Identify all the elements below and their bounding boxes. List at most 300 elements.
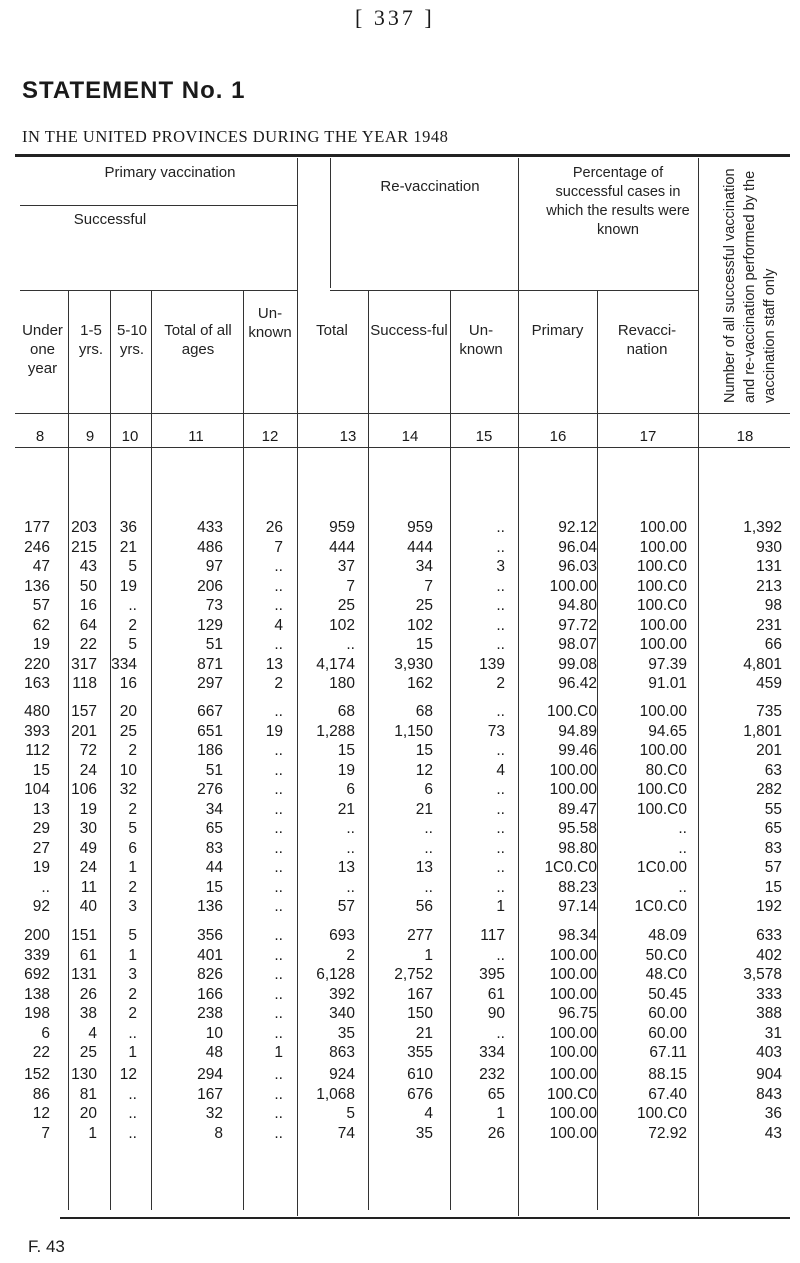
table-cell: .. xyxy=(346,878,355,896)
table-bottom-rule xyxy=(60,1217,790,1219)
table-cell: 55 xyxy=(764,800,782,818)
table-cell: 94.65 xyxy=(648,722,687,740)
table-cell: 43 xyxy=(764,1124,782,1142)
table-cell: 106 xyxy=(71,781,97,798)
table-cell: 959 xyxy=(329,519,355,536)
column-number: 13 xyxy=(339,428,357,445)
table-cell: 51 xyxy=(205,636,223,653)
table-cell: 25 xyxy=(337,597,355,614)
table-cell: .. xyxy=(274,742,283,759)
table-cell: 3 xyxy=(128,966,137,983)
table-cell: 8 xyxy=(214,1124,223,1142)
table-cell: 6 xyxy=(346,781,355,798)
table-cell: 66 xyxy=(764,636,782,653)
table-cell: 100.00 xyxy=(549,1024,597,1042)
table-cell: 1 xyxy=(128,859,137,876)
table-cell: 97.39 xyxy=(648,655,687,673)
table-cell: 48.C0 xyxy=(645,966,687,983)
table-cell: .. xyxy=(128,1085,137,1103)
table-cell: 5 xyxy=(346,1105,355,1122)
table-cell: 4,801 xyxy=(743,655,782,673)
table-cell: 5 xyxy=(128,927,137,944)
column-number: 11 xyxy=(188,428,204,445)
table-cell: 4 xyxy=(274,616,283,634)
table-cell: 27 xyxy=(32,839,50,857)
table-cell: 7 xyxy=(41,1124,50,1142)
header-5-10-yrs: 5-10 yrs. xyxy=(116,322,148,358)
table-cell: 62 xyxy=(32,616,50,634)
table-cell: 100.C0 xyxy=(637,781,687,798)
table-cell: 90 xyxy=(487,1005,505,1022)
header-number-successful xyxy=(720,168,800,403)
table-cell: 1 xyxy=(496,1105,505,1122)
table-cell: 388 xyxy=(756,1005,782,1022)
table-cell: 25 xyxy=(415,597,433,614)
table-cell: 129 xyxy=(197,616,223,634)
table-cell: .. xyxy=(496,781,505,798)
table-cell: 19 xyxy=(79,800,97,818)
table-cell: 863 xyxy=(329,1044,355,1061)
table-cell: 232 xyxy=(479,1066,505,1083)
page-number: [ 337 ] xyxy=(355,5,435,30)
table-cell: 100.C0 xyxy=(637,558,687,575)
column-number: 16 xyxy=(549,428,567,445)
table-cell: 692 xyxy=(24,966,50,983)
table-cell: .. xyxy=(274,761,283,779)
table-cell: 1 xyxy=(496,898,505,915)
table-cell: 2 xyxy=(128,800,137,818)
table-cell: .. xyxy=(496,597,505,614)
table-cell: 12 xyxy=(415,761,433,779)
table-cell: .. xyxy=(496,616,505,634)
header-under-one-year: Under one year xyxy=(22,322,63,377)
table-cell: 213 xyxy=(756,577,782,595)
table-cell: .. xyxy=(274,820,283,837)
table-cell: 5 xyxy=(128,820,137,837)
table-cell: 57 xyxy=(337,898,355,915)
table-cell: 1 xyxy=(88,1124,97,1142)
table-cell: 89.47 xyxy=(558,800,597,818)
row-divider xyxy=(330,290,518,291)
table-cell: .. xyxy=(496,859,505,876)
table-cell: 959 xyxy=(407,519,433,536)
table-cell: .. xyxy=(424,878,433,896)
table-cell: 152 xyxy=(24,1066,50,1083)
table-cell: 402 xyxy=(756,946,782,964)
table-cell: .. xyxy=(346,820,355,837)
header-total-all-ages: Total of all ages xyxy=(164,322,232,358)
table-cell: 92.12 xyxy=(558,519,597,536)
table-cell: 102 xyxy=(329,616,355,634)
statement-title: STATEMENT No. 1 xyxy=(22,77,246,104)
table-cell: .. xyxy=(274,597,283,614)
table-cell: 6 xyxy=(424,781,433,798)
table-cell: 57 xyxy=(764,859,782,876)
header-unknown: Un-known xyxy=(248,305,292,341)
table-cell: .. xyxy=(424,820,433,837)
table-cell: 1C0.C0 xyxy=(544,859,597,876)
table-cell: .. xyxy=(274,781,283,798)
table-cell: 459 xyxy=(756,675,782,692)
table-cell: 166 xyxy=(197,985,223,1003)
table-cell: 97 xyxy=(205,558,223,575)
table-cell: 94.89 xyxy=(558,722,597,740)
table-cell: 317 xyxy=(71,655,97,673)
table-cell: .. xyxy=(496,519,505,536)
table-cell: 246 xyxy=(24,538,50,556)
table-cell: 11 xyxy=(80,878,97,896)
table-cell: 32 xyxy=(205,1105,223,1122)
table-cell: 96.03 xyxy=(558,558,597,575)
table-cell: 4 xyxy=(88,1024,97,1042)
row-divider xyxy=(518,290,698,291)
table-cell: 15 xyxy=(415,636,433,653)
table-cell: 44 xyxy=(205,859,223,876)
table-cell: 2 xyxy=(496,675,505,692)
table-cell: 94.80 xyxy=(558,597,597,614)
table-cell: .. xyxy=(678,820,687,837)
table-cell: 1C0.C0 xyxy=(634,898,687,915)
table-cell: 50.45 xyxy=(648,985,687,1003)
table-cell: 96.04 xyxy=(558,538,597,556)
table-cell: 19 xyxy=(337,761,355,779)
row-divider xyxy=(15,413,790,414)
table-cell: .. xyxy=(274,1066,283,1083)
table-cell: 333 xyxy=(756,985,782,1003)
table-cell: .. xyxy=(496,742,505,759)
table-cell: 4 xyxy=(424,1105,433,1122)
table-cell: 6 xyxy=(41,1024,50,1042)
table-cell: 21 xyxy=(337,800,355,818)
table-cell: 92 xyxy=(32,898,50,915)
table-cell: 65 xyxy=(487,1085,505,1103)
table-cell: 74 xyxy=(337,1124,355,1142)
table-cell: 51 xyxy=(205,761,223,779)
table-cell: 486 xyxy=(197,538,223,556)
header-primary-vaccination: Primary vaccination xyxy=(104,164,236,181)
table-cell: 7 xyxy=(346,577,355,595)
table-cell: 395 xyxy=(479,966,505,983)
table-cell: 21 xyxy=(415,1024,433,1042)
table-cell: 6 xyxy=(128,839,137,857)
table-cell: 49 xyxy=(79,839,97,857)
table-cell: 3,930 xyxy=(394,655,433,673)
table-cell: 10 xyxy=(119,761,137,779)
table-cell: 63 xyxy=(764,761,782,779)
table-cell: 4 xyxy=(496,761,505,779)
table-cell: 98.80 xyxy=(558,839,597,857)
table-cell: 83 xyxy=(205,839,223,857)
table-cell: 100.00 xyxy=(549,946,597,964)
table-cell: 238 xyxy=(197,1005,223,1022)
table-cell: 61 xyxy=(79,946,97,964)
table-cell: 2 xyxy=(274,675,283,692)
table-cell: 201 xyxy=(756,742,782,759)
table-cell: 1C0.00 xyxy=(637,859,687,876)
table-cell: 86 xyxy=(32,1085,50,1103)
table-cell: 112 xyxy=(25,742,50,759)
table-cell: 136 xyxy=(197,898,223,915)
table-cell: .. xyxy=(274,859,283,876)
table-cell: 206 xyxy=(197,577,223,595)
table-cell: 83 xyxy=(764,839,782,857)
table-cell: 667 xyxy=(197,703,223,720)
table-cell: 56 xyxy=(415,898,433,915)
table-cell: 1,068 xyxy=(316,1085,355,1103)
table-cell: 203 xyxy=(71,519,97,536)
table-cell: 843 xyxy=(756,1085,782,1103)
table-cell: 693 xyxy=(329,927,355,944)
table-cell: 2 xyxy=(128,616,137,634)
table-cell: 633 xyxy=(756,927,782,944)
table-cell: 47 xyxy=(32,558,50,575)
table-cell: .. xyxy=(128,597,137,614)
table-cell: 480 xyxy=(24,703,50,720)
table-cell: 100.C0 xyxy=(637,577,687,595)
table-cell: 826 xyxy=(197,966,223,983)
table-cell: 2 xyxy=(128,878,137,896)
table-cell: 38 xyxy=(79,1005,97,1022)
table-cell: 15 xyxy=(415,742,433,759)
table-cell: 16 xyxy=(79,597,97,614)
table-cell: 29 xyxy=(32,820,50,837)
table-cell: 65 xyxy=(764,820,782,837)
header-percentage: Percentage of successful cases in which the results were known xyxy=(546,165,690,238)
table-cell: 20 xyxy=(79,1105,97,1122)
table-cell: .. xyxy=(128,1024,137,1042)
table-cell: 20 xyxy=(119,703,137,720)
table-cell: 34 xyxy=(205,800,223,818)
table-cell: 401 xyxy=(197,946,223,964)
table-cell: 64 xyxy=(79,616,97,634)
table-cell: 139 xyxy=(479,655,505,673)
table-cell: 192 xyxy=(756,898,782,915)
table-cell: .. xyxy=(424,839,433,857)
table-cell: 100.C0 xyxy=(547,703,597,720)
table-cell: .. xyxy=(496,946,505,964)
table-top-rule xyxy=(15,154,790,157)
header-number-text: Number of all successful vaccination and re-vaccination performed by the vaccination staff only xyxy=(722,168,778,403)
table-cell: 100.00 xyxy=(549,761,597,779)
column-number: 15 xyxy=(475,428,493,445)
table-cell: 930 xyxy=(756,538,782,556)
table-cell: .. xyxy=(496,878,505,896)
column-number: 12 xyxy=(261,428,279,445)
table-cell: 444 xyxy=(329,538,355,556)
table-cell: 95.58 xyxy=(558,820,597,837)
column-divider xyxy=(518,158,519,1216)
table-cell: 3,578 xyxy=(743,966,782,983)
table-cell: 201 xyxy=(71,722,97,740)
table-cell: .. xyxy=(496,839,505,857)
table-cell: 117 xyxy=(480,927,505,944)
table-cell: 73 xyxy=(205,597,223,614)
table-cell: 100.00 xyxy=(549,781,597,798)
table-cell: .. xyxy=(274,898,283,915)
table-cell: 200 xyxy=(24,927,50,944)
table-cell: 91.01 xyxy=(648,675,687,692)
table-cell: 21 xyxy=(119,538,137,556)
table-cell: 4,174 xyxy=(316,655,355,673)
table-cell: .. xyxy=(496,703,505,720)
table-cell: 676 xyxy=(407,1085,433,1103)
table-cell: 7 xyxy=(424,577,433,595)
column-number: 14 xyxy=(401,428,419,445)
table-cell: 177 xyxy=(24,519,50,536)
table-cell: 904 xyxy=(756,1066,782,1083)
table-cell: 100.00 xyxy=(639,742,687,759)
table-cell: 6,128 xyxy=(316,966,355,983)
header-total: Total xyxy=(316,322,348,339)
column-divider xyxy=(151,290,152,1210)
table-cell: 276 xyxy=(197,781,223,798)
table-cell: 2,752 xyxy=(394,966,433,983)
table-cell: 100.00 xyxy=(639,538,687,556)
table-cell: 355 xyxy=(407,1044,433,1061)
table-cell: .. xyxy=(274,1085,283,1103)
table-cell: .. xyxy=(274,946,283,964)
table-cell: 81 xyxy=(79,1085,97,1103)
table-cell: 339 xyxy=(24,946,50,964)
table-cell: .. xyxy=(274,1105,283,1122)
table-cell: .. xyxy=(274,558,283,575)
table-cell: 294 xyxy=(197,1066,223,1083)
table-cell: 100.C0 xyxy=(637,597,687,614)
table-cell: 2 xyxy=(346,946,355,964)
table-cell: 80.C0 xyxy=(645,761,687,779)
table-cell: 100.00 xyxy=(549,577,597,595)
table-cell: .. xyxy=(274,985,283,1003)
table-cell: .. xyxy=(274,839,283,857)
table-cell: 96.75 xyxy=(558,1005,597,1022)
table-cell: 98.07 xyxy=(558,636,597,653)
table-cell: 12 xyxy=(119,1066,137,1083)
table-cell: 19 xyxy=(265,722,283,740)
table-cell: 32 xyxy=(119,781,137,798)
table-cell: 72.92 xyxy=(648,1124,687,1142)
table-cell: .. xyxy=(274,577,283,595)
table-cell: 180 xyxy=(329,675,355,692)
table-cell: 31 xyxy=(764,1024,782,1042)
table-cell: 2 xyxy=(128,1005,137,1022)
table-cell: .. xyxy=(274,1005,283,1022)
header-primary: Primary xyxy=(531,322,584,339)
table-cell: 61 xyxy=(487,985,505,1003)
table-cell: 403 xyxy=(756,1044,782,1061)
table-cell: 393 xyxy=(24,722,50,740)
table-cell: 1,288 xyxy=(316,722,355,740)
table-cell: 1 xyxy=(274,1044,283,1061)
table-cell: 136 xyxy=(24,577,50,595)
table-cell: 15 xyxy=(205,878,223,896)
table-cell: .. xyxy=(274,1024,283,1042)
table-cell: 186 xyxy=(197,742,223,759)
table-cell: .. xyxy=(274,800,283,818)
table-cell: 2 xyxy=(128,985,137,1003)
table-cell: 198 xyxy=(24,1005,50,1022)
table-cell: .. xyxy=(274,966,283,983)
table-cell: 73 xyxy=(487,722,505,740)
table-cell: 100.00 xyxy=(549,1105,597,1122)
table-cell: 131 xyxy=(756,558,782,575)
table-cell: 1,392 xyxy=(743,519,782,536)
table-cell: 37 xyxy=(337,558,355,575)
table-cell: 2 xyxy=(128,742,137,759)
header-successful-re: Success-ful xyxy=(370,322,448,339)
table-cell: 100.00 xyxy=(639,519,687,536)
table-cell: .. xyxy=(496,1024,505,1042)
table-cell: 96.42 xyxy=(558,675,597,692)
table-cell: 231 xyxy=(756,616,782,634)
table-cell: 72 xyxy=(79,742,97,759)
table-cell: .. xyxy=(496,800,505,818)
table-cell: 13 xyxy=(265,655,283,673)
table-cell: .. xyxy=(128,1124,137,1142)
header-unknown-re: Un-known xyxy=(459,322,503,358)
table-cell: 100.C0 xyxy=(637,800,687,818)
table-cell: 1 xyxy=(128,946,137,964)
table-cell: 1,801 xyxy=(743,722,782,740)
table-cell: 104 xyxy=(24,781,50,798)
table-cell: 35 xyxy=(337,1024,355,1042)
table-cell: 100.00 xyxy=(549,1066,597,1083)
table-cell: 50.C0 xyxy=(645,946,687,964)
column-number: 18 xyxy=(736,428,754,445)
table-cell: 13 xyxy=(32,800,50,818)
table-cell: 48 xyxy=(205,1044,223,1061)
table-cell: 30 xyxy=(79,820,97,837)
table-cell: 26 xyxy=(79,985,97,1003)
column-number: 8 xyxy=(35,428,45,445)
table-cell: 334 xyxy=(479,1044,505,1061)
table-cell: 15 xyxy=(32,761,50,779)
table-cell: .. xyxy=(496,636,505,653)
table-cell: 130 xyxy=(71,1066,97,1083)
table-cell: 277 xyxy=(407,927,433,944)
table-cell: 13 xyxy=(415,859,433,876)
table-cell: 102 xyxy=(407,616,433,634)
footer-code: F. 43 xyxy=(28,1237,65,1256)
column-number: 17 xyxy=(639,428,657,445)
table-cell: 5 xyxy=(128,636,137,653)
table-cell: 98 xyxy=(764,597,782,614)
table-cell: .. xyxy=(274,1124,283,1142)
table-cell: 60.00 xyxy=(648,1024,687,1042)
table-cell: 297 xyxy=(197,675,223,692)
table-cell: 334 xyxy=(111,655,137,673)
table-cell: 19 xyxy=(32,859,50,876)
table-cell: .. xyxy=(678,878,687,896)
table-cell: 15 xyxy=(764,878,782,896)
header-successful: Successful xyxy=(73,211,147,228)
table-cell: 68 xyxy=(415,703,433,720)
table-cell: 99.46 xyxy=(558,742,597,759)
table-cell: .. xyxy=(678,839,687,857)
column-divider xyxy=(597,290,598,1210)
table-cell: 35 xyxy=(415,1124,433,1142)
table-cell: 19 xyxy=(32,636,50,653)
table-cell: .. xyxy=(274,878,283,896)
header-revaccination: Revacci-nation xyxy=(617,322,677,358)
table-cell: 21 xyxy=(415,800,433,818)
table-cell: 651 xyxy=(197,722,223,740)
table-cell: 16 xyxy=(119,675,137,692)
table-cell: 100.00 xyxy=(549,966,597,983)
table-cell: 100.00 xyxy=(549,1044,597,1061)
table-cell: 3 xyxy=(128,898,137,915)
table-cell: 50 xyxy=(79,577,97,595)
table-cell: 138 xyxy=(24,985,50,1003)
